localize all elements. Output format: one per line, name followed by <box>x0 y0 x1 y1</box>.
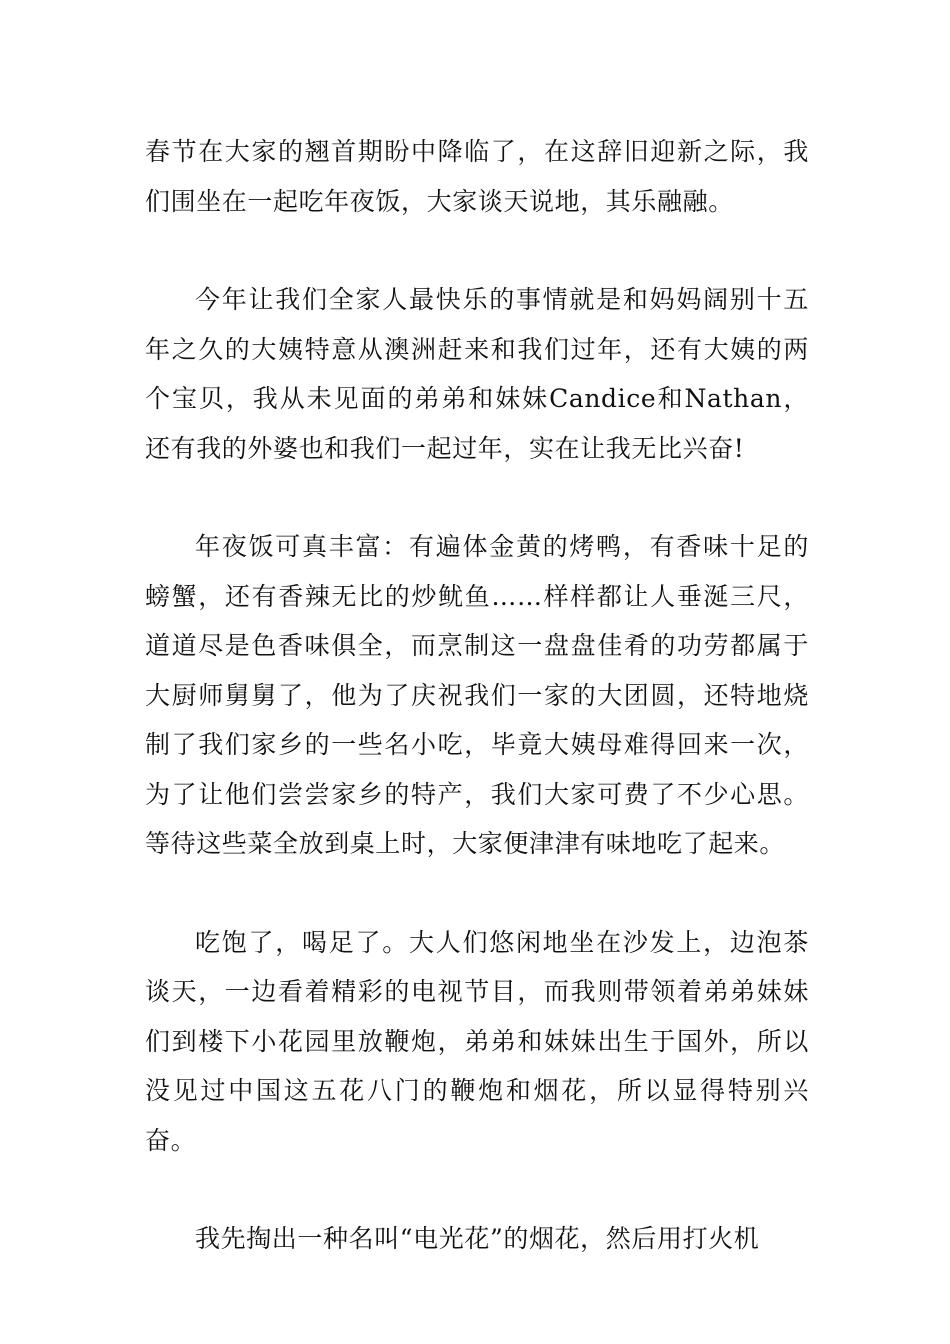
paragraph-4: 吃饱了，喝足了。大人们悠闲地坐在沙发上，边泡茶谈天，一边看着精彩的电视节目，而我则带领着弟弟妹妹们到楼下小花园里放鞭炮，弟弟和妹妹出生于国外，所以没见过中国这五花八门的鞭炮和烟花，所以显得特别兴奋。 <box>145 927 809 1155</box>
paragraph-1: 春节在大家的翘首期盼中降临了，在这辞旧迎新之际，我们围坐在一起吃年夜饭，大家谈天说地，其乐融融。 <box>145 137 809 216</box>
document-body <box>145 127 809 1313</box>
paragraph-5: 我先掏出一种名叫“电光花”的烟花，然后用打火机 <box>195 1224 760 1253</box>
paragraph-2: 今年让我们全家人最快乐的事情就是和妈妈阔别十五年之久的大姨特意从澳洲赶来和我们过年，还有大姨的两个宝贝，我从未见面的弟弟和妹妹Candice和Nathan，还有我的外婆也和我们一起过年，实在让我无比兴奋! <box>145 285 809 463</box>
paragraph-3: 年夜饭可真丰富：有遍体金黄的烤鸭，有香味十足的螃蟹，还有香辣无比的炒鱿鱼……样样都让人垂涎三尺，道道尽是色香味俱全，而烹制这一盘盘佳肴的功劳都属于大厨师舅舅了，他为了庆祝我们一家的大团圆，还特地烧制了我们家乡的一些名小吃，毕竟大姨母难得回来一次，为了让他们尝尝家乡的特产，我们大家可费了不少心思。等待这些菜全放到桌上时，大家便津津有味地吃了起来。 <box>145 532 809 858</box>
